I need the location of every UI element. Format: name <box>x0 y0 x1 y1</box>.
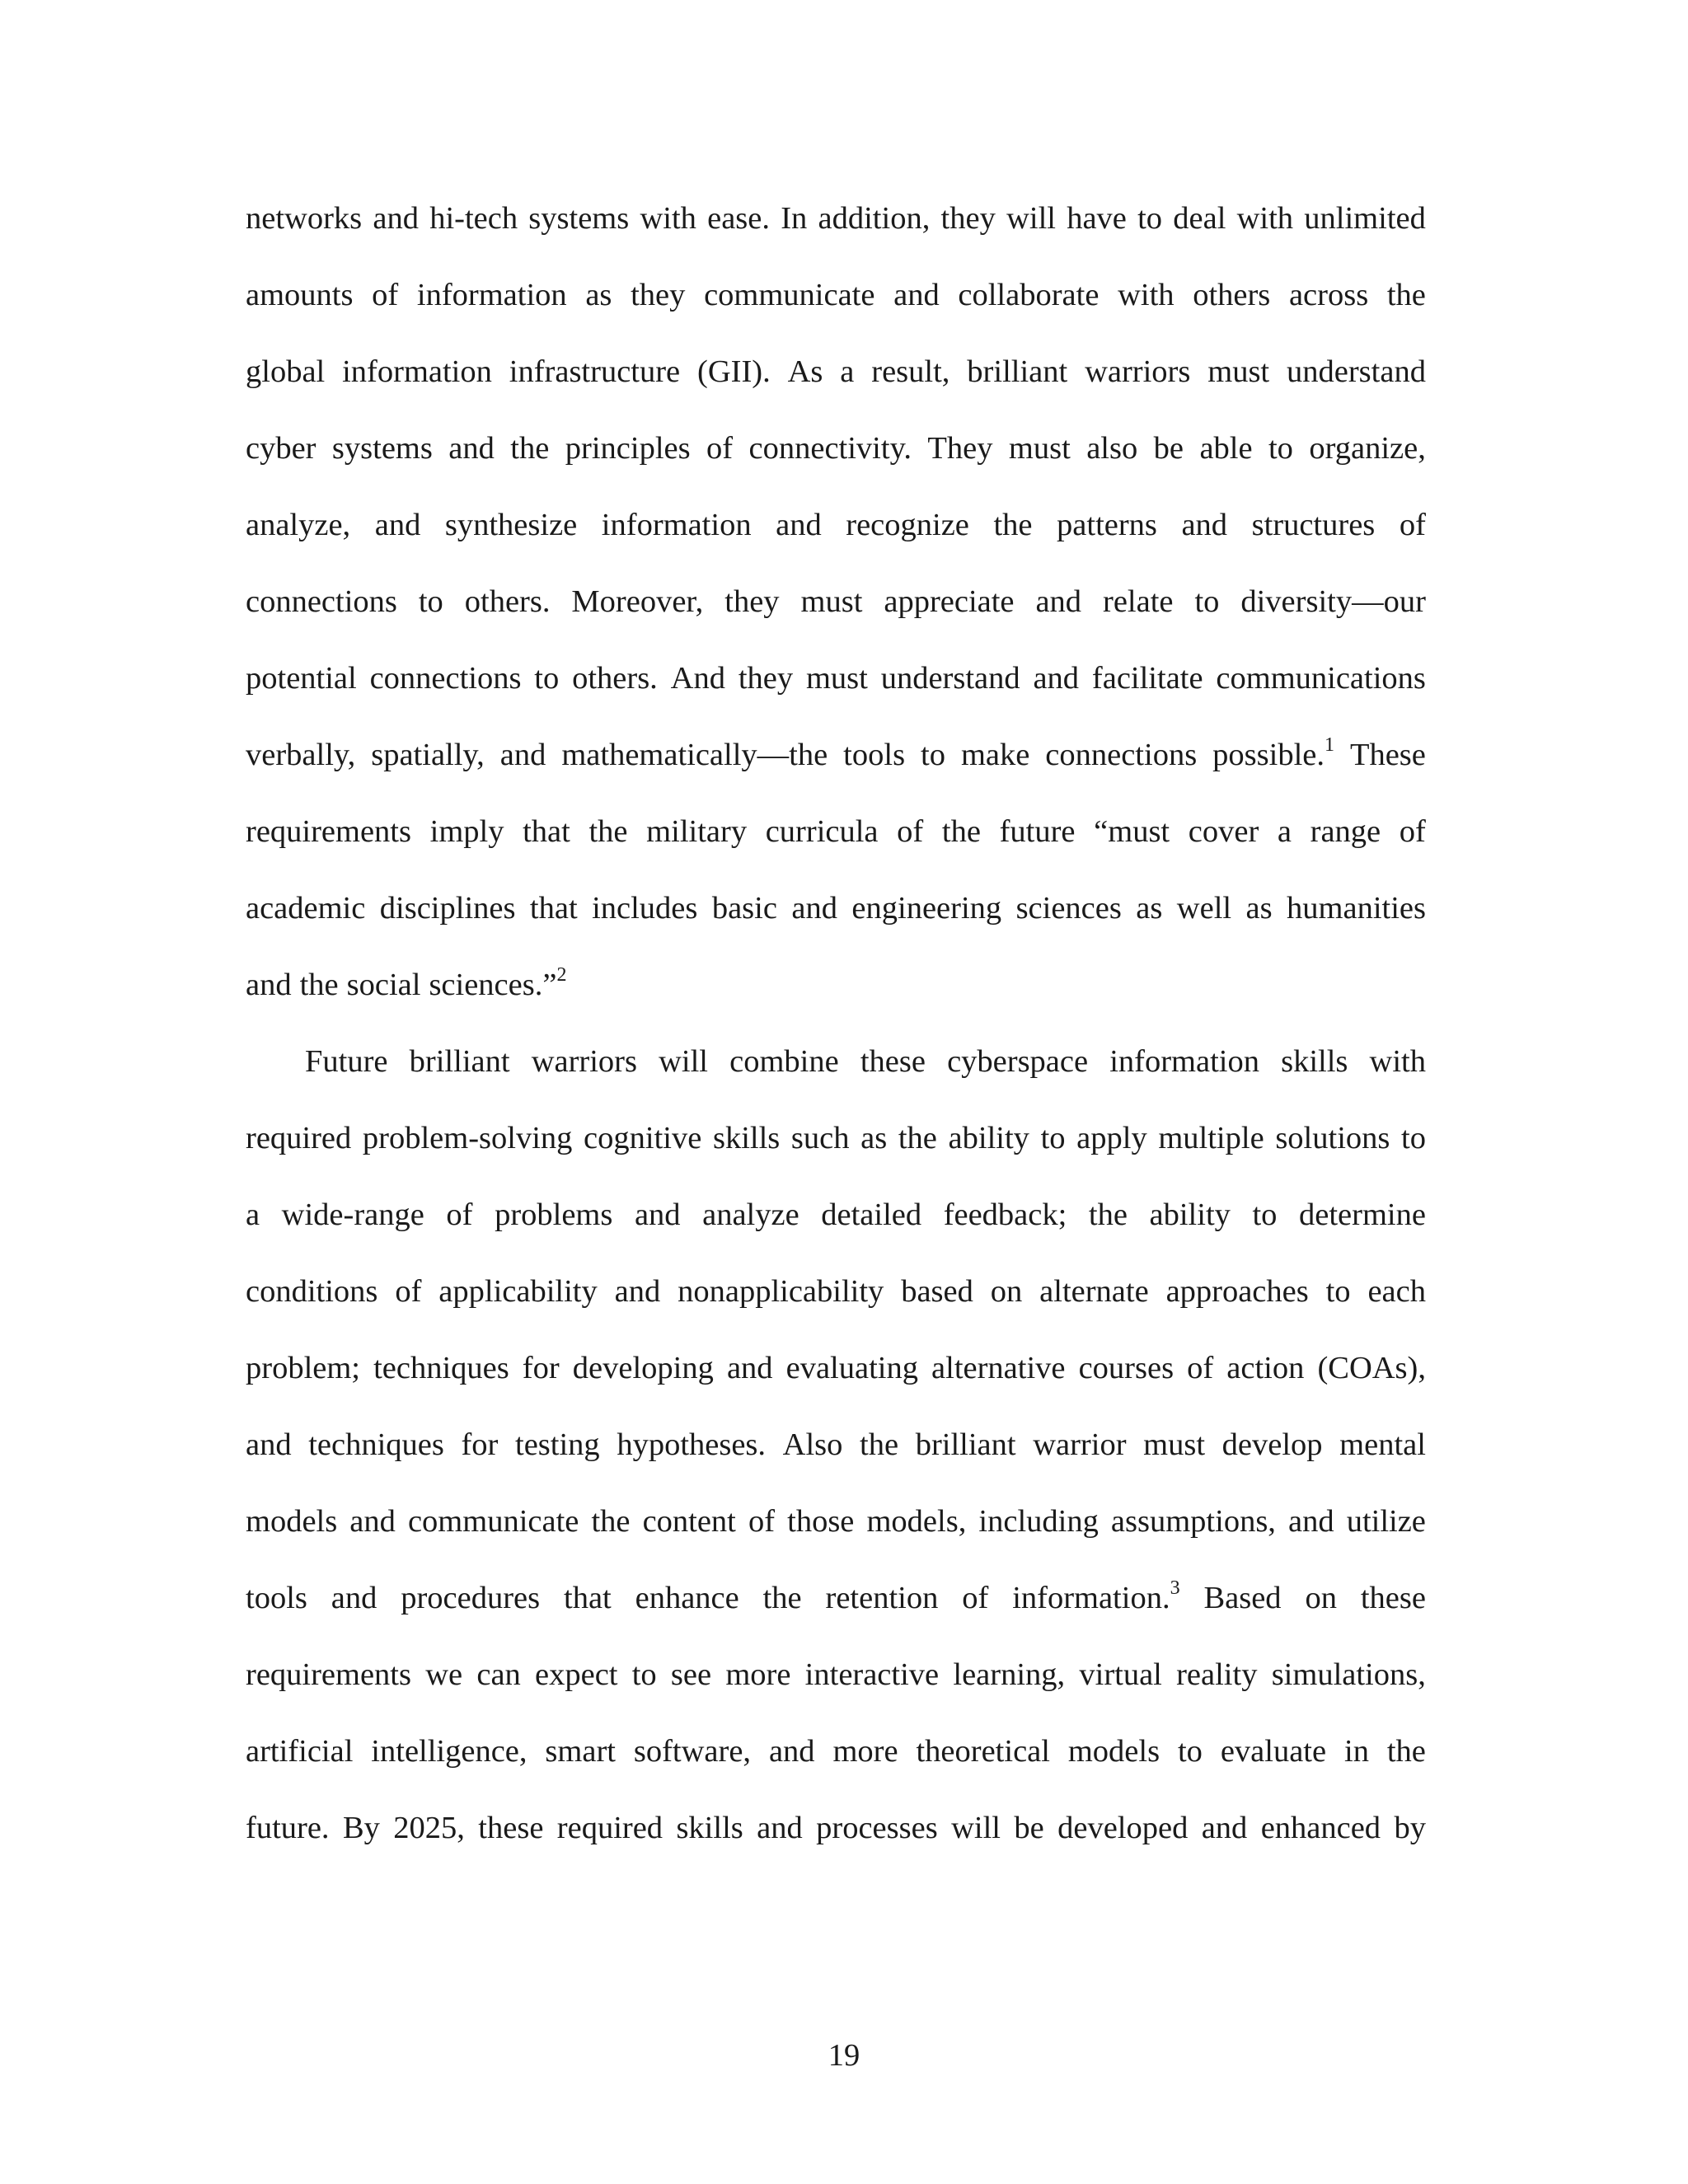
word: (COAs), <box>1317 1351 1426 1385</box>
word: ability <box>948 1121 1029 1155</box>
word: tools <box>246 1581 307 1615</box>
word: they <box>940 201 996 236</box>
word: be <box>1153 431 1184 466</box>
word: brilliant <box>409 1044 510 1079</box>
word: and <box>776 508 822 542</box>
word: (GII). <box>697 354 771 389</box>
word: deal <box>1173 201 1226 236</box>
word: the <box>941 814 981 849</box>
word: theoretical <box>916 1734 1050 1769</box>
word: more <box>725 1657 791 1692</box>
word: to <box>1401 1121 1426 1155</box>
word: with <box>1369 1044 1426 1079</box>
word: of <box>1399 508 1426 542</box>
word: develop <box>1221 1427 1323 1462</box>
word: the <box>299 968 339 1002</box>
word: result, <box>871 354 950 389</box>
word: of <box>706 431 734 466</box>
word: cover <box>1188 814 1259 849</box>
word: each <box>1367 1274 1426 1309</box>
word: information.$^3$ <box>1012 1577 1180 1615</box>
word: and <box>448 431 495 466</box>
word: these <box>1360 1581 1426 1615</box>
word: communicate <box>704 278 875 312</box>
word: the <box>860 1427 899 1462</box>
word: must <box>805 661 868 696</box>
word: models <box>1067 1734 1160 1769</box>
word: and <box>768 1734 815 1769</box>
word: they <box>738 661 794 696</box>
word: addition, <box>818 201 931 236</box>
word: on <box>1305 1581 1337 1615</box>
word: and <box>331 1581 377 1615</box>
word: “must <box>1094 814 1170 849</box>
word: with <box>1236 201 1294 236</box>
word: unlimited <box>1304 201 1426 236</box>
word: the <box>591 1504 631 1539</box>
word: of <box>395 1274 422 1309</box>
word: these <box>860 1044 926 1079</box>
word: that <box>529 891 578 926</box>
word: mathematically—the <box>561 738 828 772</box>
word: warriors <box>1085 354 1191 389</box>
word: others <box>1193 278 1271 312</box>
word: mental <box>1339 1427 1426 1462</box>
word: connections <box>246 584 397 619</box>
word: and <box>499 738 546 772</box>
word: And <box>670 661 725 696</box>
word: analyze <box>702 1197 799 1232</box>
word: be <box>1014 1811 1044 1845</box>
word: problems <box>495 1197 613 1232</box>
word: they <box>724 584 780 619</box>
word: and <box>1035 584 1082 619</box>
word: applicability <box>438 1274 598 1309</box>
word: synthesize <box>444 508 578 542</box>
word: to <box>631 1657 657 1692</box>
word: those <box>787 1504 855 1539</box>
word: Based <box>1203 1581 1282 1615</box>
word: systems <box>331 431 433 466</box>
word: information <box>342 354 492 389</box>
word: the <box>898 1121 937 1155</box>
word: social <box>346 968 421 1002</box>
word: for <box>522 1351 560 1385</box>
word: structures <box>1251 508 1376 542</box>
word: Moreover, <box>571 584 704 619</box>
word: the <box>1386 278 1426 312</box>
word: to <box>1325 1274 1351 1309</box>
word: retention <box>825 1581 939 1615</box>
word: testing <box>515 1427 600 1462</box>
word: academic <box>246 891 366 926</box>
word: and <box>791 891 837 926</box>
word: As <box>787 354 823 389</box>
word: across <box>1288 278 1369 312</box>
word: patterns <box>1057 508 1157 542</box>
word: utilize <box>1346 1504 1426 1539</box>
word: and <box>374 508 421 542</box>
word: alternative <box>931 1351 1066 1385</box>
word: and <box>757 1811 803 1845</box>
word: and <box>246 1427 292 1462</box>
word: techniques <box>308 1427 444 1462</box>
word: principles <box>565 431 691 466</box>
word: relate <box>1103 584 1174 619</box>
word: imply <box>429 814 504 849</box>
text-line <box>246 269 1426 345</box>
word: others. <box>572 661 658 696</box>
word: sciences <box>1015 891 1122 926</box>
word: they <box>631 278 686 312</box>
word: problem; <box>246 1351 360 1385</box>
word: to <box>921 738 945 772</box>
word: simulations, <box>1271 1657 1426 1692</box>
page-number: 19 <box>828 2038 860 2073</box>
word: connections <box>1045 738 1198 772</box>
word: collaborate <box>958 278 1100 312</box>
word: as <box>1136 891 1163 926</box>
text-line <box>246 958 1426 1035</box>
word: must <box>800 584 863 619</box>
word: well <box>1176 891 1232 926</box>
text-line <box>246 575 1426 652</box>
word: organize, <box>1309 431 1426 466</box>
word: problem-solving <box>362 1121 573 1155</box>
word: and <box>1201 1811 1248 1845</box>
word: that <box>523 814 570 849</box>
word: developing <box>572 1351 714 1385</box>
word: can <box>476 1657 521 1692</box>
word: skills <box>712 1121 781 1155</box>
word: networks <box>246 201 363 236</box>
word: of <box>897 814 924 849</box>
word: smart <box>545 1734 616 1769</box>
word: to <box>534 661 560 696</box>
word: basic <box>711 891 777 926</box>
word: skills <box>1281 1044 1348 1079</box>
word: feedback; <box>943 1197 1067 1232</box>
word: action <box>1226 1351 1305 1385</box>
word: brilliant <box>915 1427 1016 1462</box>
word: for <box>461 1427 499 1462</box>
text-line <box>246 1648 1426 1725</box>
word: based <box>901 1274 973 1309</box>
word: ability <box>1149 1197 1231 1232</box>
word: evaluate <box>1220 1734 1327 1769</box>
word: cyber <box>246 431 316 466</box>
text-line <box>246 1035 1426 1112</box>
word: software, <box>633 1734 752 1769</box>
word: must <box>1008 431 1071 466</box>
text-line <box>246 1188 1426 1265</box>
word: infrastructure <box>509 354 681 389</box>
word: and <box>634 1197 681 1232</box>
text-line <box>246 1572 1426 1648</box>
word: future. <box>246 1811 330 1845</box>
word: solutions <box>1275 1121 1390 1155</box>
word: make <box>960 738 1030 772</box>
word: and <box>246 968 292 1002</box>
word: assumptions, <box>1110 1504 1276 1539</box>
word: apply <box>1076 1121 1147 1155</box>
word: These <box>1349 738 1426 772</box>
word: information <box>416 278 567 312</box>
word: the <box>993 508 1033 542</box>
word: that <box>564 1581 612 1615</box>
word: humanities <box>1287 891 1426 926</box>
word: and <box>373 201 419 236</box>
text-line <box>246 729 1426 805</box>
word: nonapplicability <box>678 1274 884 1309</box>
word: including <box>978 1504 1099 1539</box>
word: range <box>1310 814 1381 849</box>
word: by <box>1394 1811 1426 1845</box>
word: developed <box>1057 1811 1189 1845</box>
word: approaches <box>1165 1274 1309 1309</box>
word: connections <box>369 661 522 696</box>
word: will <box>1006 201 1056 236</box>
word: 2025, <box>393 1811 465 1845</box>
word: as <box>585 278 612 312</box>
text-line <box>246 1802 1426 1878</box>
word: techniques <box>373 1351 509 1385</box>
word: of <box>372 278 399 312</box>
word: of <box>962 1581 989 1615</box>
footnote-marker: 2 <box>556 964 567 987</box>
word: of <box>446 1197 473 1232</box>
word: and <box>1033 661 1080 696</box>
word: to <box>1137 201 1163 236</box>
word: learning, <box>953 1657 1066 1692</box>
word: a <box>1277 814 1292 849</box>
word: as <box>860 1121 888 1155</box>
word: the <box>588 814 628 849</box>
word: content <box>642 1504 736 1539</box>
text-line <box>246 1495 1426 1572</box>
word: global <box>246 354 326 389</box>
word: models <box>246 1504 338 1539</box>
word: systems <box>528 201 630 236</box>
word: understand <box>880 661 1020 696</box>
word: combine <box>729 1044 839 1079</box>
text-line <box>246 1112 1426 1188</box>
word: the <box>762 1581 802 1615</box>
word: artificial <box>246 1734 354 1769</box>
word: includes <box>592 891 698 926</box>
word: have <box>1067 201 1127 236</box>
word: In <box>781 201 808 236</box>
word: to <box>1194 584 1220 619</box>
word: skills <box>676 1811 743 1845</box>
word: cyberspace <box>947 1044 1089 1079</box>
word: must <box>1207 354 1270 389</box>
word: hypotheses. <box>617 1427 767 1462</box>
word: warriors <box>531 1044 637 1079</box>
word: others. <box>464 584 551 619</box>
word: information <box>1109 1044 1259 1079</box>
word: They <box>927 431 993 466</box>
word: determine <box>1299 1197 1426 1232</box>
word: cognitive <box>584 1121 702 1155</box>
word: communications <box>1216 661 1426 696</box>
word: Also <box>782 1427 843 1462</box>
word: as <box>1245 891 1273 926</box>
word: such <box>790 1121 850 1155</box>
text-line <box>246 345 1426 422</box>
word: see <box>670 1657 712 1692</box>
word: and <box>1181 508 1228 542</box>
word: possible.$^1$ <box>1212 734 1334 772</box>
word: the <box>510 431 550 466</box>
word: models, <box>866 1504 967 1539</box>
word: with <box>640 201 696 236</box>
word: engineering <box>851 891 1002 926</box>
word: reality <box>1176 1657 1258 1692</box>
word: intelligence, <box>371 1734 528 1769</box>
word: of <box>1187 1351 1214 1385</box>
text-line <box>246 652 1426 729</box>
word: diversity—our <box>1240 584 1426 619</box>
text-line <box>246 882 1426 958</box>
word: and <box>893 278 940 312</box>
word: we <box>425 1657 463 1692</box>
word: understand <box>1287 354 1426 389</box>
word: more <box>832 1734 898 1769</box>
word: these <box>478 1811 544 1845</box>
word: must <box>1143 1427 1206 1462</box>
word: alternate <box>1039 1274 1149 1309</box>
word: potential <box>246 661 357 696</box>
word: tools <box>843 738 906 772</box>
word: recognize <box>846 508 969 542</box>
word: to <box>1177 1734 1203 1769</box>
text-line <box>246 1265 1426 1342</box>
word: warrior <box>1033 1427 1127 1462</box>
word: expect <box>535 1657 618 1692</box>
word: conditions <box>246 1274 378 1309</box>
body-text <box>246 192 1426 1878</box>
word: procedures <box>401 1581 541 1615</box>
word: sciences.”$^2$ <box>429 964 567 1002</box>
word: spatially, <box>371 738 485 772</box>
word: on <box>990 1274 1023 1309</box>
text-line <box>246 499 1426 575</box>
word: facilitate <box>1091 661 1203 696</box>
word: will <box>659 1044 709 1079</box>
word: evaluating <box>785 1351 918 1385</box>
word: courses <box>1078 1351 1175 1385</box>
word: disciplines <box>379 891 516 926</box>
word: to <box>1040 1121 1066 1155</box>
word: ease. <box>707 201 770 236</box>
text-line <box>246 1725 1426 1802</box>
word: processes <box>816 1811 938 1845</box>
word: communicate <box>407 1504 579 1539</box>
word: also <box>1086 431 1138 466</box>
footnote-marker: 3 <box>1170 1577 1180 1600</box>
word: to <box>1268 431 1293 466</box>
word: able <box>1199 431 1253 466</box>
word: requirements <box>246 814 411 849</box>
word: will <box>951 1811 1001 1845</box>
word: to <box>1252 1197 1278 1232</box>
word: wide-range <box>281 1197 424 1232</box>
word: brilliant <box>967 354 1068 389</box>
word: interactive <box>804 1657 940 1692</box>
word: required <box>556 1811 663 1845</box>
word: detailed <box>821 1197 922 1232</box>
word: of <box>748 1504 776 1539</box>
word: appreciate <box>884 584 1015 619</box>
word: with <box>1118 278 1175 312</box>
word: and <box>349 1504 396 1539</box>
word: and <box>1288 1504 1334 1539</box>
word: required <box>246 1121 352 1155</box>
word: and <box>614 1274 661 1309</box>
word: curricula <box>765 814 879 849</box>
word: multiple <box>1158 1121 1264 1155</box>
word: enhance <box>635 1581 739 1615</box>
word: By <box>342 1811 380 1845</box>
word: analyze, <box>246 508 351 542</box>
word: Future <box>305 1044 388 1079</box>
text-line <box>246 1342 1426 1418</box>
word: information <box>601 508 752 542</box>
word: the <box>1088 1197 1128 1232</box>
word: and <box>726 1351 773 1385</box>
word: hi-tech <box>429 201 518 236</box>
word: military <box>646 814 748 849</box>
word: to <box>418 584 443 619</box>
word: future <box>999 814 1076 849</box>
word: requirements <box>246 1657 411 1692</box>
word: of <box>1399 814 1426 849</box>
word: the <box>1386 1734 1426 1769</box>
word: a <box>840 354 855 389</box>
word: in <box>1344 1734 1369 1769</box>
word: virtual <box>1079 1657 1162 1692</box>
text-line <box>246 1418 1426 1495</box>
footnote-marker: 1 <box>1324 734 1334 757</box>
word: connectivity. <box>748 431 912 466</box>
text-line <box>246 805 1426 882</box>
word: enhanced <box>1260 1811 1381 1845</box>
word: a <box>246 1197 260 1232</box>
text-line <box>246 422 1426 499</box>
word: verbally, <box>246 738 356 772</box>
text-line <box>246 192 1426 269</box>
word: amounts <box>246 278 354 312</box>
